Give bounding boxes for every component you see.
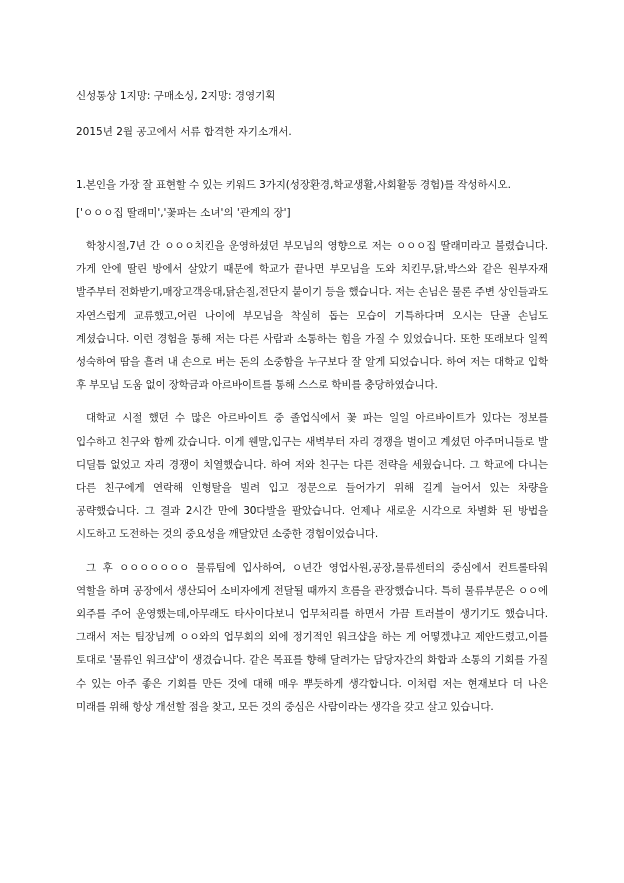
essay-paragraph-2: 대학교 시절 했던 수 많은 아르바이트 중 졸업식에서 꽃 파는 일일 아르바이트가 있다는 정보를 입수하고 친구와 함께 갔습니다. 이게 웬말,입구는 새벽부터 자리 경쟁을 벌이고 계셨던 아주머니들로 발 디딜틈 없었고 자리 경쟁이 치열했습니다. 하여 저와 친구는 다른 전략을 세웠습니다. 그 학교에 다니는 다른 친구에게 연락해 인형탈을 빌려 입고 정문으로 들어가기 위해 길게 늘어서 있는 차량을 공략했습니다. 그 결과 2시간 만에 30다발을 팔았습니다. 언제나 새로운 시각으로 차별화 된 방법을 시도하고 도전하는 것의 중요성을 깨달았던 소중한 경험이었습니다. [76,412,548,541]
document-description-line: 2015년 2월 공고에서 서류 합격한 자기소개서. [76,126,292,138]
essay-paragraph-3: 그 후 ㅇㅇㅇㅇㅇㅇㅇ 물류팀에 입사하여, ㅇ년간 영업사원,공장,물류센터의 중심에서 컨트롤타워 역할을 하며 공장에서 생산되어 소비자에게 전달될 때까지 흐름을 관장했습니다. 특히 물류부문은 ㅇㅇ에 외주를 주어 운영했는데,아무래도 타사이다보니 업무처리를 하면서 가끔 트러블이 생기기도 했습니다. 그래서 저는 팀장님께 ㅇㅇ와의 업무회의 외에 정기적인 워크샵을 하는 게 어떻겠냐고 제안드렸고,이를 토대로 '물류인 워크샵'이 생겼습니다. 같은 목표를 향해 달려가는 담당자간의 화합과 소통의 기회를 가질 수 있는 아주 좋은 기회를 만든 것에 대해 매우 뿌듯하게 생각합니다. 이처럼 저는 현재보다 더 나은 미래를 위해 항상 개선할 점을 찾고, 모든 것의 중심은 사람이라는 생각을 갖고 살고 있습니다. [76,561,548,713]
application-target-line: 신성통상 1지망: 구매소싱, 2지망: 경영기획 [76,90,276,102]
keywords-line: ['ㅇㅇㅇ집 딸래미','꽃파는 소녀'의 '관계의 장'] [76,207,291,219]
essay-paragraph-1: 학창시절,7년 간 ㅇㅇㅇ치킨을 운영하셨던 부모님의 영향으로 저는 ㅇㅇㅇ집 딸래미라고 불렸습니다. 가게 안에 딸린 방에서 살았기 때문에 학교가 끝나면 부모님을 도와 치킨무,닭,박스와 같은 원부자재 발주부터 전화받기,매장고객응대,닭손질,전단지 붙이기 등을 했습니다. 저는 손님은 물론 주변 상인들과도 자연스럽게 교류했고,어린 나이에 부모님을 착실히 돕는 모습이 기특하다며 오시는 단골 손님도 계셨습니다. 이런 경험을 통해 저는 다른 사람과 소통하는 힘을 가질 수 있었습니다. 또한 또래보다 일찍 성숙하여 땀을 흘려 내 손으로 버는 돈의 소중함을 누구보다 잘 알게 되었습니다. 하여 저는 대학교 입학 후 부모님 도움 없이 장학금과 아르바이트를 통해 스스로 학비를 충당하였습니다. [76,240,548,392]
essay-question: 1.본인을 가장 잘 표현할 수 있는 키워드 3가지(성장환경,학교생활,사회활동 경험)를 작성하시오. [76,179,511,191]
